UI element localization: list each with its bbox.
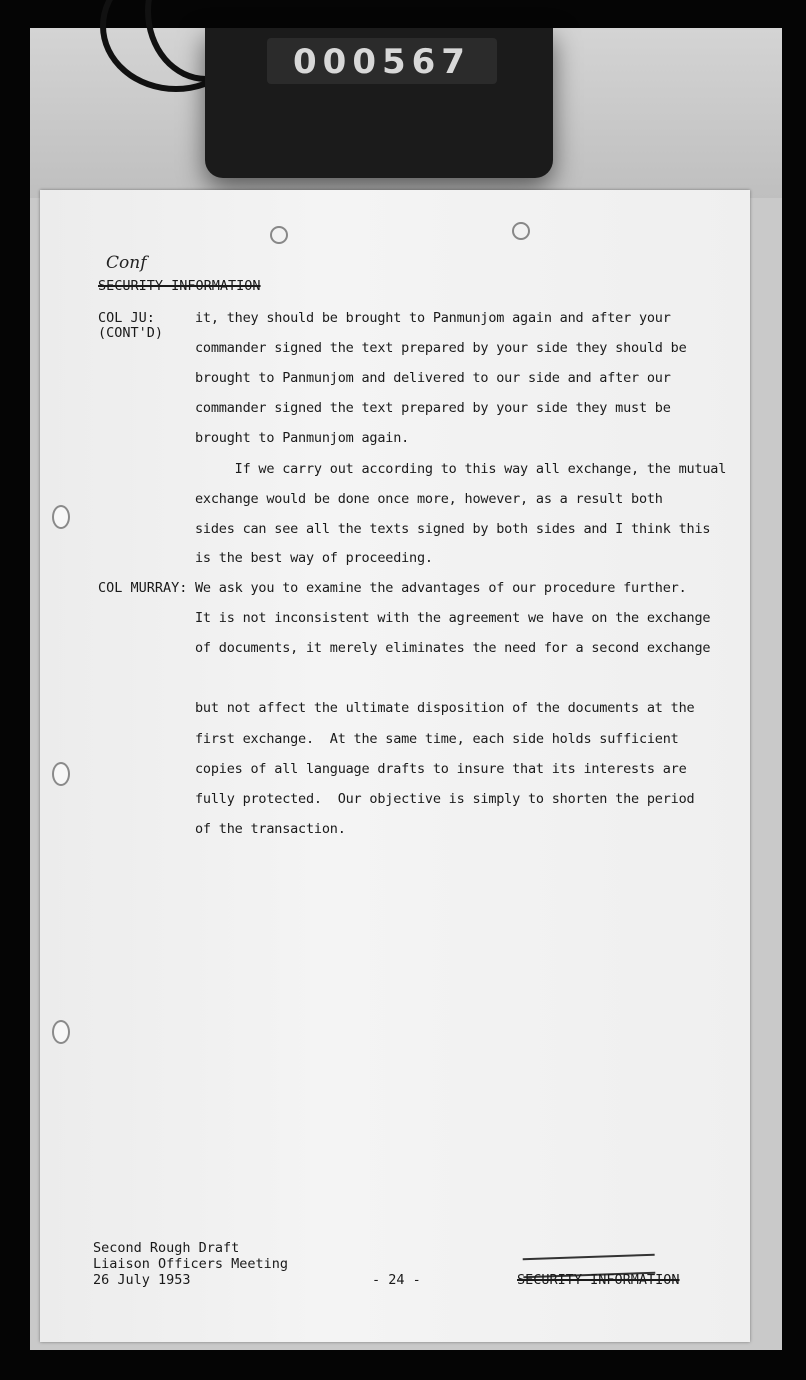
top-hole <box>270 226 288 244</box>
body-line: exchange would be done once more, however, as a result both <box>195 491 663 507</box>
body-line: If we carry out according to this way all exchange, the mutual <box>195 461 727 477</box>
speaker-continued-label: (CONT'D) <box>98 325 164 341</box>
handwritten-confidential-mark: Conf <box>106 253 147 273</box>
speaker-label: COL MURRAY: <box>98 580 188 596</box>
body-line: We ask you to examine the advantages of our procedure further. <box>195 580 687 596</box>
body-line: copies of all language drafts to insure that its interests are <box>195 761 687 777</box>
body-line: brought to Panmunjom and delivered to our side and after our <box>195 370 671 386</box>
body-line: of the transaction. <box>195 821 346 837</box>
security-classification-header: SECURITY INFORMATION <box>98 278 261 294</box>
body-line: brought to Panmunjom again. <box>195 430 410 446</box>
top-hole <box>512 222 530 240</box>
security-classification-footer: SECURITY INFORMATION <box>517 1272 680 1288</box>
speaker-label: COL JU: <box>98 310 155 326</box>
frame-counter <box>205 28 553 178</box>
counter-window <box>267 38 497 84</box>
punch-hole <box>52 505 70 529</box>
body-line: It is not inconsistent with the agreement we have on the exchange <box>195 610 711 626</box>
page-number: - 24 - <box>372 1272 421 1288</box>
punch-hole <box>52 762 70 786</box>
body-line: is the best way of proceeding. <box>195 550 433 566</box>
footer-draft-label: Second Rough Draft <box>93 1240 240 1256</box>
body-line: of documents, it merely eliminates the need for a second exchange <box>195 640 711 656</box>
punch-hole <box>52 1020 70 1044</box>
body-line: fully protected. Our objective is simply to shorten the period <box>195 791 695 807</box>
body-line: commander signed the text prepared by your side they must be <box>195 400 671 416</box>
footer-date: 26 July 1953 <box>93 1272 191 1288</box>
frame-number: 000567 <box>293 42 471 82</box>
body-line: but not affect the ultimate disposition of the documents at the <box>195 700 695 716</box>
body-line: commander signed the text prepared by your side they should be <box>195 340 687 356</box>
footer-meeting-label: Liaison Officers Meeting <box>93 1256 289 1272</box>
body-line: it, they should be brought to Panmunjom again and after your <box>195 310 671 326</box>
body-line: sides can see all the texts signed by both sides and I think this <box>195 521 711 537</box>
body-line: first exchange. At the same time, each side holds sufficient <box>195 731 679 747</box>
